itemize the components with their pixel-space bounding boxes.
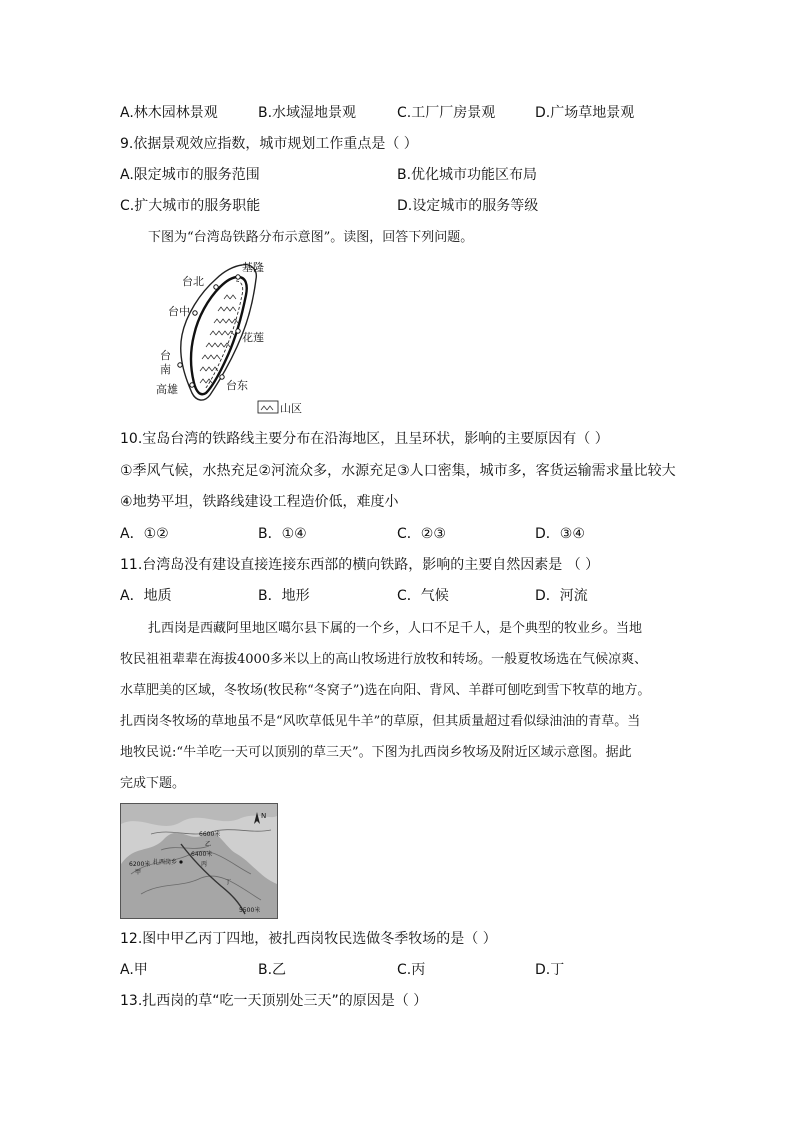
q12-option-c: C.丙 — [397, 962, 426, 978]
zhaxigang-map-svg — [121, 804, 277, 918]
taizhong-marker — [193, 311, 197, 315]
label-taibei: 台北 — [182, 275, 204, 288]
q12-option-d: D.丁 — [535, 962, 565, 978]
label-north: N — [261, 812, 267, 820]
q8-option-b: B.水域湿地景观 — [258, 105, 357, 121]
passage-line-3: 水草肥美的区域，冬牧场(牧民称“冬窝子”)选在向阳、背风、羊群可刨吃到雪下牧草的地方。 — [120, 683, 651, 698]
label-5500: 5500米 — [239, 907, 261, 914]
q8-option-d: D.广场草地景观 — [535, 105, 635, 121]
legend-label: 山区 — [280, 402, 302, 415]
passage-line-6: 完成下题。 — [120, 776, 186, 791]
gaoxiong-marker — [190, 383, 194, 387]
q10-option-b: B．①④ — [258, 526, 307, 542]
q10-option-d: D．③④ — [535, 526, 585, 542]
label-6200: 6200米 — [129, 861, 151, 868]
q9-option-c: C.扩大城市的服务职能 — [120, 198, 261, 214]
label-ding: 丁 — [225, 879, 232, 886]
label-6600: 6600米 — [199, 831, 221, 838]
terrain-south — [121, 832, 277, 918]
label-tainan-2: 南 — [160, 363, 171, 376]
label-zhaxigang: 扎西岗乡 — [153, 859, 178, 866]
passage-line-4: 扎西岗冬牧场的草地虽不是“风吹草低见牛羊”的草原，但其质量超过看似绿油油的青草。当 — [120, 714, 641, 729]
tainan-marker — [178, 363, 182, 367]
taibei-marker — [214, 285, 218, 289]
q11-stem: 11.台湾岛没有建设直接连接东西部的横向铁路，影响的主要自然因素是 （ ） — [120, 557, 600, 573]
passage-line-1: 扎西岗是西藏阿里地区噶尔县下属的一个乡，人口不足千人，是个典型的牧业乡。当地 — [148, 621, 643, 636]
legend-box — [258, 401, 278, 413]
q10-stem: 10.宝岛台湾的铁路线主要分布在沿海地区，且呈环状，影响的主要原因有（ ） — [120, 431, 609, 447]
q9-option-a: A.限定城市的服务范围 — [120, 167, 260, 183]
zhaxigang-marker — [179, 860, 182, 863]
q11-option-b: B．地形 — [258, 588, 310, 604]
terrain-north — [121, 804, 277, 826]
label-yi: 乙 — [205, 841, 212, 848]
taiwan-railway-map — [150, 255, 310, 415]
passage-line-2: 牧民祖祖辈辈在海拔4000多米以上的高山牧场进行放牧和转场。一般夏牧场选在气候凉爽、 — [120, 652, 648, 667]
q12-option-b: B.乙 — [258, 962, 287, 978]
taidong-marker — [220, 375, 224, 379]
hualian-marker — [236, 329, 240, 333]
railway-ring — [191, 277, 247, 394]
label-gaoxiong: 高雄 — [156, 383, 178, 396]
passage-line-5: 地牧民说:“牛羊吃一天可以顶别的草三天”。下图为扎西岗乡牧场及附近区域示意图。据此 — [120, 745, 632, 760]
q10-option-c: C．②③ — [397, 526, 446, 542]
mountain-symbols — [200, 295, 238, 383]
taiwan-intro: 下图为“台湾岛铁路分布示意图”。读图，回答下列问题。 — [148, 230, 474, 245]
q12-option-a: A.甲 — [120, 962, 148, 978]
label-hualian: 花莲 — [242, 331, 264, 344]
jilong-marker — [236, 275, 240, 279]
label-tainan-1: 台 — [160, 349, 171, 362]
q11-option-c: C．气候 — [397, 588, 449, 604]
q12-stem: 12.图中甲乙丙丁四地，被扎西岗牧民选做冬季牧场的是（ ） — [120, 931, 497, 947]
q11-option-d: D．河流 — [535, 588, 588, 604]
q10-statements-1: ①季风气候，水热充足②河流众多，水源充足③人口密集，城市多，客货运输需求量比较大 — [120, 463, 676, 479]
label-bing: 丙 — [201, 861, 208, 868]
q10-option-a: A．①② — [120, 526, 169, 542]
label-jia: 甲 — [135, 869, 142, 876]
label-6400: 6400米 — [191, 851, 213, 858]
label-taizhong: 台中 — [168, 305, 190, 318]
q13-stem: 13.扎西岗的草“吃一天顶别处三天”的原因是（ ） — [120, 993, 428, 1009]
q9-stem: 9.依据景观效应指数，城市规划工作重点是（ ） — [120, 136, 418, 152]
q9-option-d: D.设定城市的服务等级 — [397, 198, 539, 214]
q8-option-a: A.林木园林景观 — [120, 105, 218, 121]
q9-option-b: B.优化城市功能区布局 — [397, 167, 538, 183]
label-jilong: 基隆 — [242, 261, 264, 274]
q10-statements-2: ④地势平坦，铁路线建设工程造价低，难度小 — [120, 494, 399, 510]
label-taidong: 台东 — [226, 379, 248, 392]
q11-option-a: A．地质 — [120, 588, 172, 604]
q8-option-c: C.工厂厂房景观 — [397, 105, 496, 121]
zhaxigang-pasture-map — [120, 803, 278, 919]
